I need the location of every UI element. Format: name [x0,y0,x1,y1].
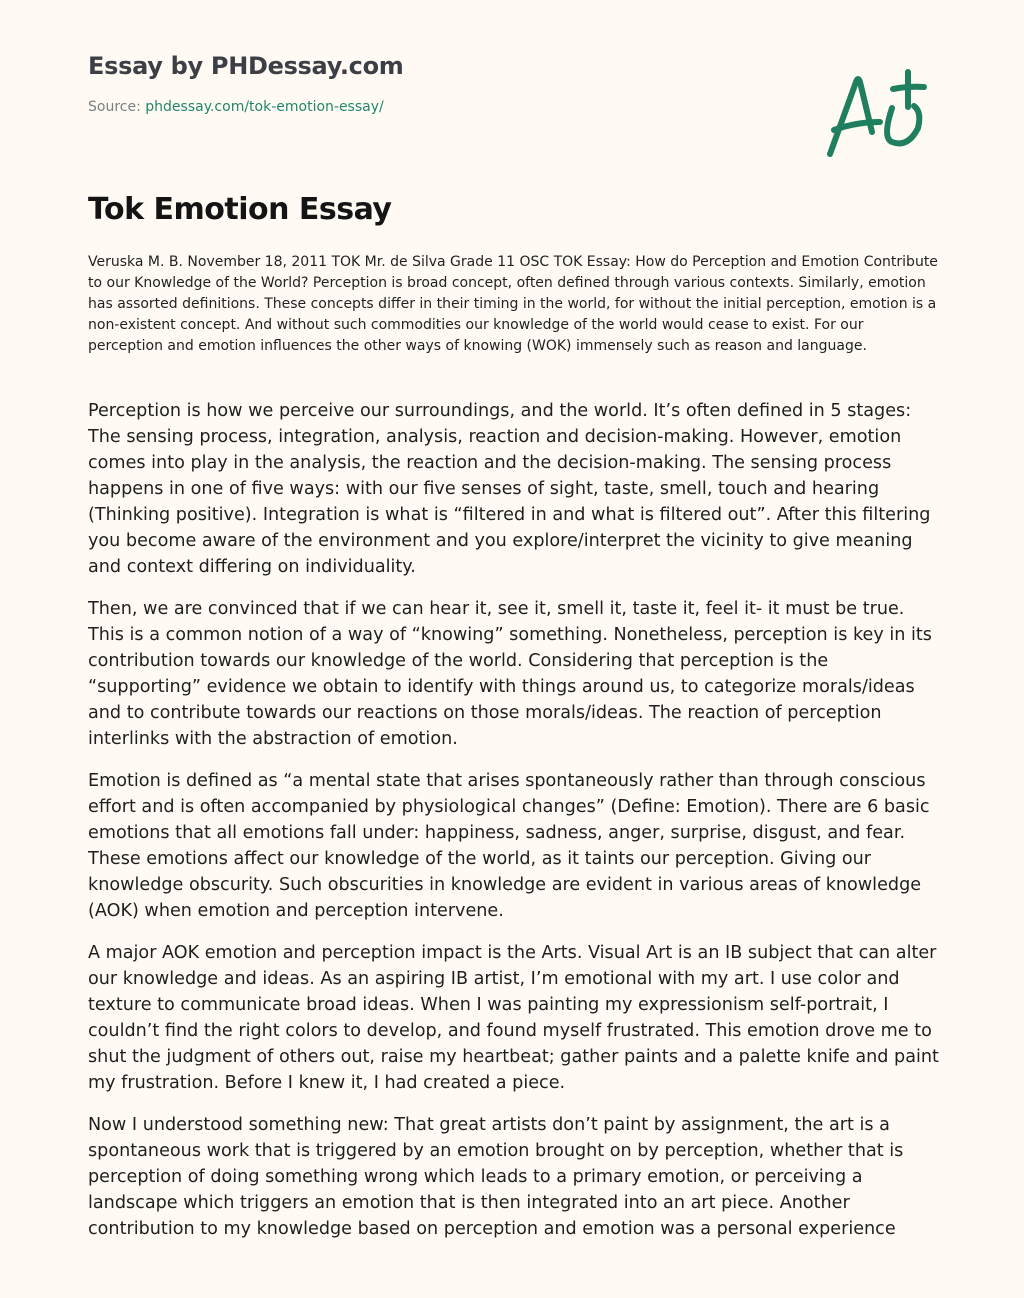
brand-title: Essay by PHDessay.com [88,52,404,80]
source-link[interactable]: phdessay.com/tok-emotion-essay/ [145,99,384,115]
essay-title: Tok Emotion Essay [88,192,392,227]
essay-paragraph: Perception is how we perceive our surroundings, and the world. It’s often defined in 5 stages: The sensing process, integration, analysis, reaction and decision-making. However, emotion comes into play in the analysis, the reaction and the decision-making. The sensing process happens in one of five ways: with our five senses of sight, taste, smell, touch and hearing (Thinking positive). Integration is what is “filtered in and what is filtered out”. After this filtering you become aware of the environment and you explore/interpret the vicinity to give meaning and context differing on individuality. [88,401,931,577]
essay-paragraph: A major AOK emotion and perception impact is the Arts. Visual Art is an IB subject that can alter our knowledge and ideas. As an aspiring IB artist, I’m emotional with my art. I use color and texture to communicate broad ideas. When I was painting my expressionism self-portrait, I couldn’t find the right colors to develop, and found myself frustrated. This emotion drove me to shut the judgment of others out, raise my heartbeat; gather paints and a palette knife and paint my frustration. Before I knew it, I had created a piece. [88,943,939,1093]
a-plus-grade-icon [820,62,935,162]
site-header [88,50,788,116]
essay-paragraph: Then, we are convinced that if we can hear it, see it, smell it, taste it, feel it- it must be true. This is a common notion of a way of “knowing” something. Nonetheless, perception is key in its contribution towards our knowledge of the world. Considering that perception is the “supporting” evidence we obtain to identify with things around us, to categorize morals/ideas and to contribute towards our reactions on those morals/ideas. The reaction of perception interlinks with the abstraction of emotion. [88,599,932,749]
source-label: Source: [88,99,141,115]
essay-paragraph: Emotion is defined as “a mental state that arises spontaneously rather than through conscious effort and is often accompanied by physiological changes” (Define: Emotion). There are 6 basic emotions that all emotions fall under: happiness, sadness, anger, surprise, disgust, and fear. These emotions affect our knowledge of the world, as it taints our perception. Giving our knowledge obscurity. Such obscurities in knowledge are evident in various areas of knowledge (AOK) when emotion and perception intervene. [88,771,930,921]
source-line [88,98,788,116]
essay-body [88,398,940,1250]
essay-intro: Veruska M. B. November 18, 2011 TOK Mr. de Silva Grade 11 OSC TOK Essay: How do Perception and Emotion Contribute to our Knowledge of the World? Perception is broad concept, often defined through various contexts. Similarly, emotion has assorted definitions. These concepts differ in their timing in the world, for without the initial perception, emotion is a non-existent concept. And without such commodities our knowledge of the world would cease to exist. For our perception and emotion influences the other ways of knowing (WOK) immensely such as reason and language. [88,254,938,354]
essay-paragraph: Now I understood something new: That great artists don’t paint by assignment, the art is a spontaneous work that is triggered by an emotion brought on by perception, whether that is perception of doing something wrong which leads to a primary emotion, or perceiving a landscape which triggers an emotion that is then integrated into an art piece. Another contribution to my knowledge based on perception and emotion was a personal experience [88,1115,904,1239]
